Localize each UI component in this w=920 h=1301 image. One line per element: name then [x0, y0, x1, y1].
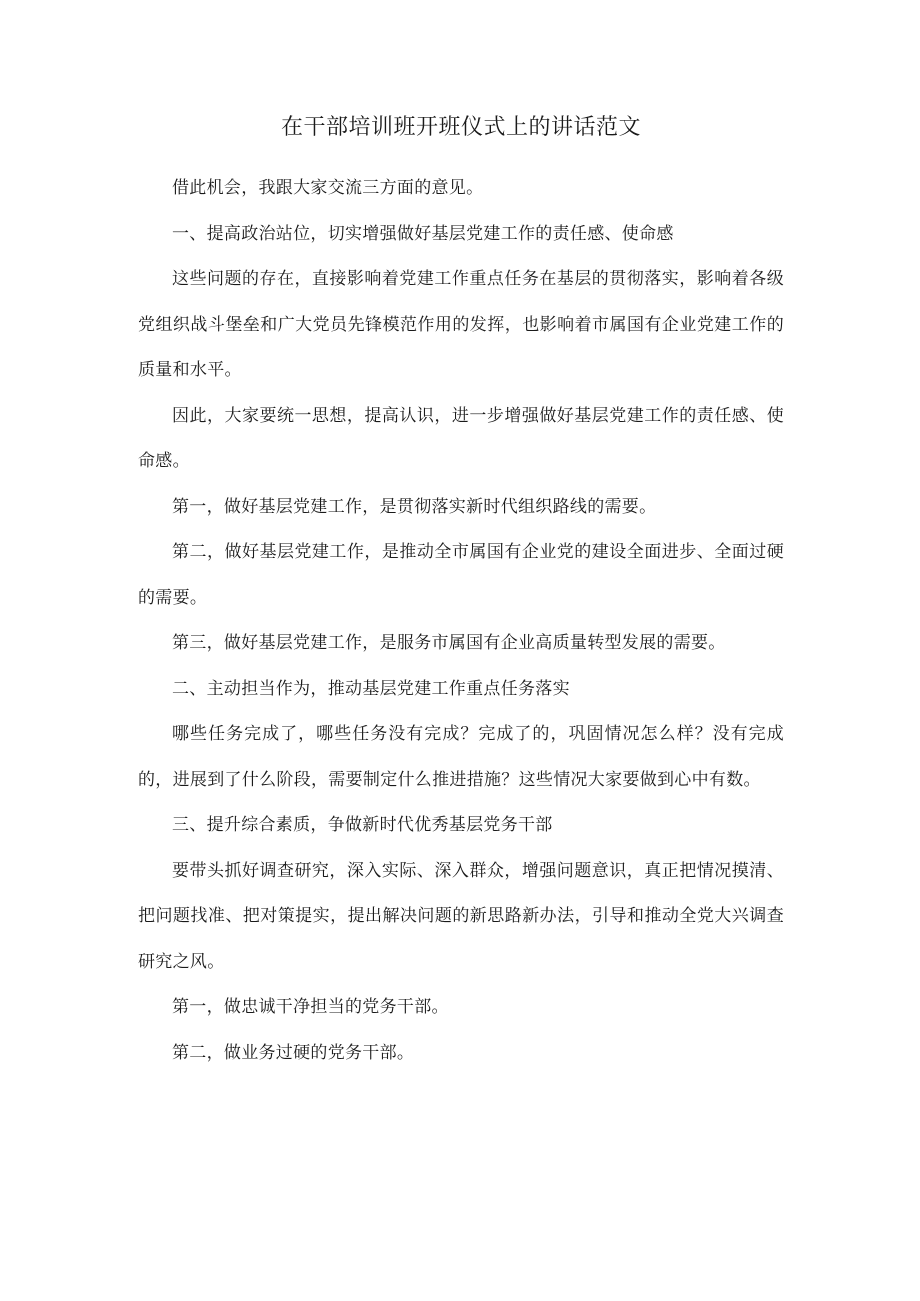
list-point-1: 第一，做好基层党建工作，是贯彻落实新时代组织路线的需要。: [172, 496, 657, 517]
paragraph: 因此，大家要统一思想，提高认识，进一步增强做好基层党建工作的责任感、使命感。: [138, 405, 784, 471]
paragraph: 这些问题的存在，直接影响着党建工作重点任务在基层的贯彻落实，影响着各级党组织战斗堡垒和广大党员先锋模范作用的发挥，也影响着市属国有企业党建工作的质量和水平。: [138, 269, 784, 380]
section-heading-2: 二、主动担当作为，推动基层党建工作重点任务落实: [172, 678, 570, 699]
document-body: [138, 112, 784, 1076]
paragraph: 哪些任务完成了，哪些任务没有完成？完成了的，巩固情况怎么样？没有完成的，进展到了什么阶段，需要制定什么推进措施？这些情况大家要做到心中有数。: [138, 724, 784, 790]
paragraph-intro: 借此机会，我跟大家交流三方面的意见。: [172, 178, 484, 198]
list-point-2: 第二，做好基层党建工作，是推动全市属国有企业党的建设全面进步、全面过硬的需要。: [138, 542, 784, 608]
list-point-1: 第一，做忠诚干净担当的党务干部。: [172, 997, 449, 1017]
list-point-3: 第三，做好基层党建工作，是服务市属国有企业高质量转型发展的需要。: [172, 633, 726, 653]
list-point-2: 第二，做业务过硬的党务干部。: [172, 1042, 415, 1063]
page-title: 在干部培训班开班仪式上的讲话范文: [280, 115, 641, 140]
section-heading-3: 三、提升综合素质，争做新时代优秀基层党务干部: [172, 815, 553, 835]
section-heading-1: 一、提高政治站位，切实增强做好基层党建工作的责任感、使命感: [172, 223, 674, 244]
paragraph: 要带头抓好调查研究，深入实际、深入群众，增强问题意识，真正把情况摸清、把问题找准、把对策提实，提出解决问题的新思路新办法，引导和推动全党大兴调查研究之风。: [138, 860, 784, 972]
